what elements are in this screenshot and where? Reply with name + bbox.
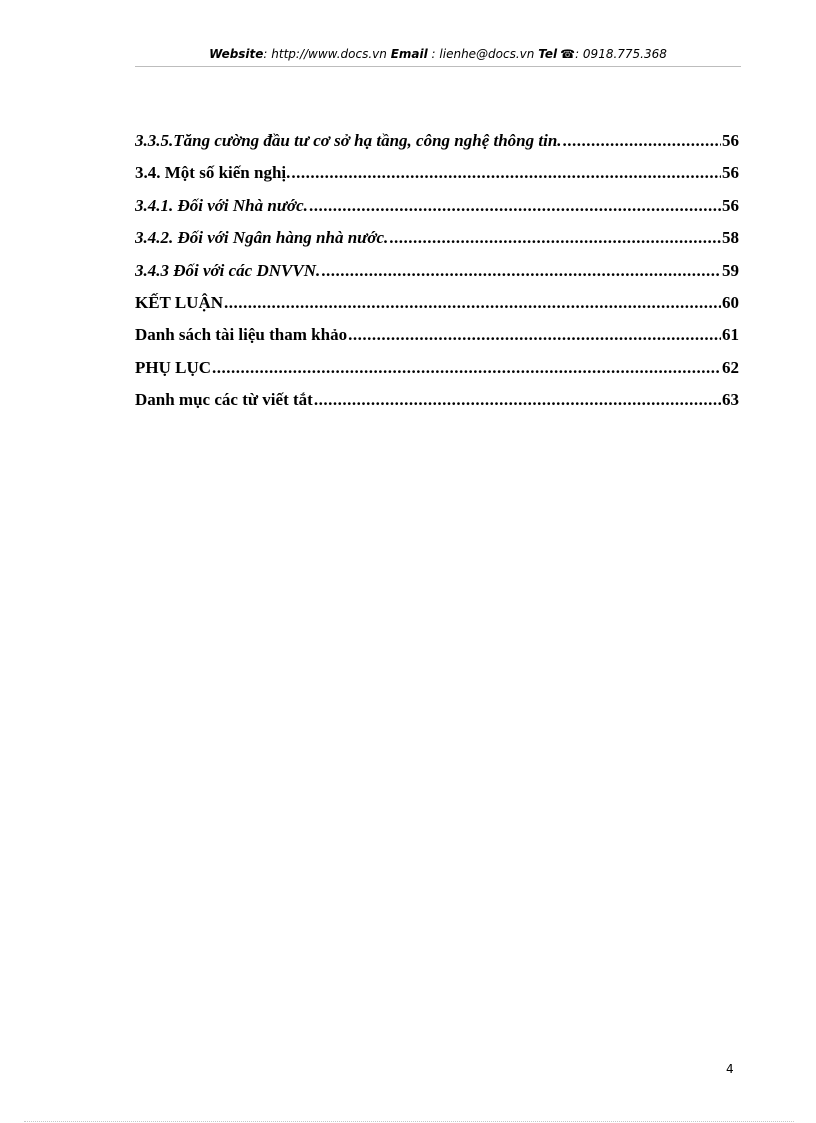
email-value: : lienhe@docs.vn bbox=[427, 47, 535, 61]
toc-entry-label: 3.4.3 Đối với các DNVVN. bbox=[135, 260, 321, 280]
toc-entry-label: 3.4.2. Đối với Ngân hàng nhà nước. bbox=[135, 228, 389, 248]
toc-leader-dots bbox=[563, 131, 721, 151]
toc-entry[interactable] bbox=[135, 325, 739, 357]
toc-entry[interactable] bbox=[135, 261, 739, 293]
toc-leader-dots bbox=[314, 390, 721, 410]
toc-leader-dots bbox=[212, 358, 721, 378]
toc-entry[interactable] bbox=[135, 228, 739, 260]
tel-value: : 0918.775.368 bbox=[575, 47, 667, 61]
email-label: Email bbox=[390, 47, 428, 61]
toc-entry-label: 3.4. Một số kiến nghị. bbox=[135, 163, 291, 183]
toc-entry[interactable] bbox=[135, 390, 739, 422]
toc-leader-dots bbox=[291, 163, 721, 183]
toc-entry-label: Danh mục các từ viết tắt bbox=[135, 390, 313, 410]
website-label: Website bbox=[209, 47, 264, 61]
toc-entry[interactable] bbox=[135, 196, 739, 228]
toc-entry-page: 56 bbox=[722, 131, 739, 150]
toc-entry[interactable] bbox=[135, 131, 739, 163]
toc-entry-label: 3.4.1. Đối với Nhà nước. bbox=[135, 195, 308, 215]
tel-label: Tel bbox=[538, 47, 558, 61]
toc-leader-dots bbox=[224, 293, 721, 313]
toc-leader-dots bbox=[321, 261, 721, 281]
header-divider bbox=[135, 66, 741, 67]
page-header bbox=[135, 47, 741, 61]
toc-entry-label: KẾT LUẬN bbox=[135, 292, 224, 312]
page-bottom-divider bbox=[24, 1121, 794, 1122]
toc-entry-page: 58 bbox=[722, 228, 739, 248]
toc-entry-page: 60 bbox=[722, 292, 739, 312]
toc-leader-dots bbox=[309, 196, 721, 216]
toc-entry-page: 63 bbox=[722, 390, 739, 410]
toc-entry-page: 56 bbox=[722, 195, 739, 215]
toc-entry-label: 3.3.5.Tăng cường đầu tư cơ sở hạ tầng, công nghệ thông tin. bbox=[135, 131, 562, 150]
toc-leader-dots bbox=[389, 228, 721, 248]
toc-entry-page: 56 bbox=[722, 163, 739, 183]
toc-entry-page: 62 bbox=[722, 357, 739, 377]
phone-icon: ☎ bbox=[560, 47, 576, 61]
toc-entry-page: 61 bbox=[722, 325, 739, 345]
toc-entry[interactable] bbox=[135, 293, 739, 325]
table-of-contents bbox=[135, 131, 739, 423]
toc-entry-label: Danh sách tài liệu tham khảo bbox=[135, 325, 348, 345]
toc-leader-dots bbox=[348, 325, 721, 345]
page-number: 4 bbox=[726, 1062, 734, 1076]
website-value: : http://www.docs.vn bbox=[263, 47, 387, 61]
toc-entry-page: 59 bbox=[722, 260, 739, 280]
toc-entry-label: PHỤ LỤC bbox=[135, 357, 212, 377]
toc-entry[interactable] bbox=[135, 163, 739, 195]
toc-entry[interactable] bbox=[135, 358, 739, 390]
